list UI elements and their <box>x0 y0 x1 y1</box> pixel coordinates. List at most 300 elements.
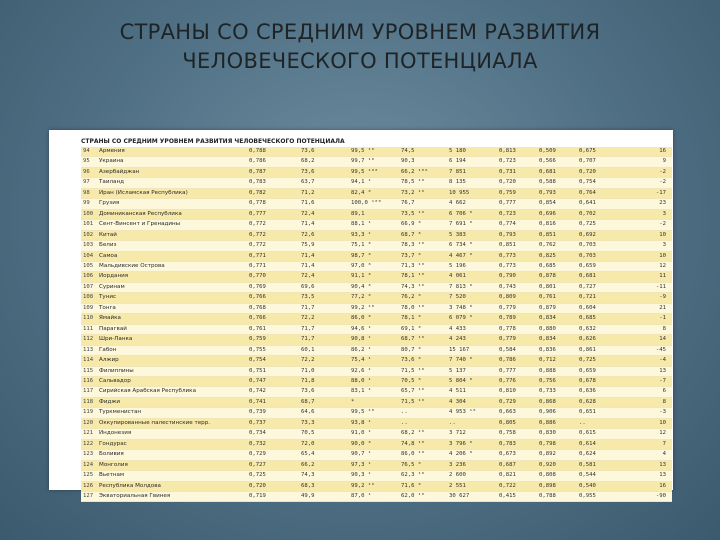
cell-rank: 94 <box>81 147 97 157</box>
table-row <box>81 450 672 460</box>
cell-literacy: 99,2 ¹⁰ <box>349 481 399 491</box>
cell-hdi: 0,770 <box>247 272 299 282</box>
cell-diff: -45 <box>617 345 672 355</box>
cell-hdi: 0,771 <box>247 261 299 271</box>
cell-literacy: 94,1 ¹ <box>349 178 399 188</box>
cell-literacy: 82,4 ⁸ <box>349 188 399 198</box>
cell-diff: 7 <box>617 439 672 449</box>
cell-life: 70,5 <box>299 429 349 439</box>
cell-diff: 14 <box>617 335 672 345</box>
table-row <box>81 157 672 167</box>
cell-country: Сент-Винсент и Гренадины <box>97 220 247 230</box>
cell-rank: 118 <box>81 397 97 407</box>
cell-life-index: 0,723 <box>497 209 537 219</box>
cell-literacy: * <box>349 397 399 407</box>
cell-rank: 109 <box>81 303 97 313</box>
table-row <box>81 376 672 386</box>
cell-hdi: 0,772 <box>247 241 299 251</box>
cell-hdi: 0,729 <box>247 450 299 460</box>
cell-life-index: 0,773 <box>497 261 537 271</box>
cell-edu-index: 0,920 <box>537 460 577 470</box>
cell-gdp: 4 243 <box>447 335 497 345</box>
cell-enrollment: 78,0 ¹⁰ <box>399 303 447 313</box>
cell-life-index: 0,777 <box>497 366 537 376</box>
cell-diff: 23 <box>617 199 672 209</box>
cell-country: Филиппины <box>97 366 247 376</box>
table-row <box>81 471 672 481</box>
cell-life-index: 0,773 <box>497 251 537 261</box>
table-row <box>81 209 672 219</box>
cell-gdp: 6 079 ⁸ <box>447 314 497 324</box>
cell-hdi: 0,739 <box>247 408 299 418</box>
cell-edu-index: 0,892 <box>537 450 577 460</box>
cell-life-index: 0,663 <box>497 408 537 418</box>
cell-enrollment: 76,5 ⁸ <box>399 460 447 470</box>
table-row <box>81 199 672 209</box>
cell-diff: -7 <box>617 376 672 386</box>
cell-life: 73,3 <box>299 418 349 428</box>
cell-rank: 113 <box>81 345 97 355</box>
cell-gdp: 5 383 <box>447 230 497 240</box>
cell-country: Азербайджан <box>97 167 247 177</box>
cell-edu-index: 0,854 <box>537 199 577 209</box>
cell-diff: 10 <box>617 230 672 240</box>
table-row <box>81 408 672 418</box>
table-row <box>81 418 672 428</box>
cell-enrollment: 73,5 ¹⁰ <box>399 209 447 219</box>
cell-country: Мальдивские Острова <box>97 261 247 271</box>
cell-enrollment: 73,7 ⁸ <box>399 251 447 261</box>
cell-life-index: 0,809 <box>497 293 537 303</box>
cell-country: Сирийская Арабская Республика <box>97 387 247 397</box>
cell-rank: 125 <box>81 471 97 481</box>
cell-gdp: 15 167 <box>447 345 497 355</box>
cell-diff: -90 <box>617 491 672 501</box>
cell-diff: 8 <box>617 397 672 407</box>
cell-life: 49,9 <box>299 491 349 501</box>
cell-diff: 8 <box>617 324 672 334</box>
cell-diff: 10 <box>617 251 672 261</box>
cell-diff: 4 <box>617 450 672 460</box>
cell-enrollment: 80,7 ⁸ <box>399 345 447 355</box>
cell-hdi: 0,778 <box>247 199 299 209</box>
cell-enrollment: 71,5 ¹⁰ <box>399 366 447 376</box>
cell-literacy: 75,1 ⁸ <box>349 241 399 251</box>
cell-rank: 117 <box>81 387 97 397</box>
cell-life-index: 0,731 <box>497 167 537 177</box>
cell-literacy: 90,7 ¹ <box>349 450 399 460</box>
cell-life: 71,6 <box>299 199 349 209</box>
cell-rank: 112 <box>81 335 97 345</box>
cell-gdp-index: 0,681 <box>577 272 617 282</box>
cell-rank: 114 <box>81 356 97 366</box>
cell-rank: 126 <box>81 481 97 491</box>
cell-edu-index: 0,761 <box>537 293 577 303</box>
cell-gdp: 4 304 <box>447 397 497 407</box>
cell-life: 71,0 <box>299 366 349 376</box>
cell-gdp: 4 662 <box>447 199 497 209</box>
cell-gdp: 4 206 ⁸ <box>447 450 497 460</box>
cell-rank: 98 <box>81 188 97 198</box>
cell-enrollment: 66,2 ¹⁰⁰ <box>399 167 447 177</box>
cell-enrollment: 76,7 <box>399 199 447 209</box>
table-row <box>81 335 672 345</box>
cell-gdp: 5 180 <box>447 147 497 157</box>
cell-enrollment: 66,9 ⁸ <box>399 220 447 230</box>
cell-edu-index: 0,880 <box>537 324 577 334</box>
cell-literacy: 93,3 ¹ <box>349 230 399 240</box>
cell-gdp: 8 135 <box>447 178 497 188</box>
cell-literacy: 87,0 ¹ <box>349 491 399 501</box>
cell-hdi: 0,727 <box>247 460 299 470</box>
cell-enrollment: 74,5 <box>399 147 447 157</box>
cell-gdp: 7 851 <box>447 167 497 177</box>
cell-hdi: 0,788 <box>247 147 299 157</box>
cell-literacy: 100,0 ¹⁰⁰ <box>349 199 399 209</box>
cell-enrollment: 62,3 ¹⁰ <box>399 471 447 481</box>
cell-rank: 102 <box>81 230 97 240</box>
table-row <box>81 314 672 324</box>
cell-edu-index: 0,733 <box>537 387 577 397</box>
cell-rank: 120 <box>81 418 97 428</box>
cell-life: 71,4 <box>299 261 349 271</box>
cell-gdp-index: 0,632 <box>577 324 617 334</box>
cell-gdp: 3 712 <box>447 429 497 439</box>
cell-life-index: 0,851 <box>497 241 537 251</box>
cell-rank: 104 <box>81 251 97 261</box>
cell-gdp-index: 0,692 <box>577 230 617 240</box>
cell-gdp: 5 804 ⁸ <box>447 376 497 386</box>
cell-rank: 119 <box>81 408 97 418</box>
cell-country: Тунис <box>97 293 247 303</box>
cell-literacy: 75,4 ¹ <box>349 356 399 366</box>
cell-life: 64,6 <box>299 408 349 418</box>
cell-diff: 3 <box>617 241 672 251</box>
cell-country: Экваториальная Гвинея <box>97 491 247 501</box>
cell-country: Габон <box>97 345 247 355</box>
cell-enrollment: 74,8 ¹⁰ <box>399 439 447 449</box>
cell-country: Боливия <box>97 450 247 460</box>
cell-gdp: 3 236 <box>447 460 497 470</box>
cell-diff: 10 <box>617 418 672 428</box>
cell-diff: 16 <box>617 147 672 157</box>
cell-gdp-index: 0,604 <box>577 303 617 313</box>
cell-life: 68,3 <box>299 481 349 491</box>
cell-literacy: 99,5 ¹⁰ <box>349 408 399 418</box>
cell-rank: 101 <box>81 220 97 230</box>
cell-edu-index: 0,888 <box>537 366 577 376</box>
cell-life-index: 0,723 <box>497 157 537 167</box>
cell-enrollment: 70,5 ⁸ <box>399 376 447 386</box>
cell-gdp-index: 0,581 <box>577 460 617 470</box>
cell-country: Самоа <box>97 251 247 261</box>
cell-rank: 103 <box>81 241 97 251</box>
table-row <box>81 460 672 470</box>
table-caption: СТРАНЫ СО СРЕДНИМ УРОВНЕМ РАЗВИТИЯ ЧЕЛОВЕЧЕСКОГО ПОТЕНЦИАЛА <box>81 138 345 145</box>
cell-country: Туркменистан <box>97 408 247 418</box>
cell-life-index: 0,783 <box>497 439 537 449</box>
cell-diff: -2 <box>617 220 672 230</box>
cell-diff: 11 <box>617 272 672 282</box>
cell-country: Армения <box>97 147 247 157</box>
cell-enrollment: 76,2 ⁸ <box>399 293 447 303</box>
cell-gdp-index: 0,725 <box>577 356 617 366</box>
cell-gdp-index: 0,624 <box>577 450 617 460</box>
cell-life-index: 0,779 <box>497 335 537 345</box>
cell-edu-index: 0,906 <box>537 408 577 418</box>
cell-life: 72,2 <box>299 356 349 366</box>
cell-edu-index: 0,816 <box>537 220 577 230</box>
cell-life: 71,2 <box>299 188 349 198</box>
cell-life-index: 0,790 <box>497 272 537 282</box>
cell-gdp: 5 137 <box>447 366 497 376</box>
cell-literacy: 88,1 ¹ <box>349 220 399 230</box>
cell-enrollment: 74,3 ¹⁰ <box>399 282 447 292</box>
cell-life-index: 0,720 <box>497 178 537 188</box>
cell-literacy: 99,2 ¹⁰ <box>349 303 399 313</box>
table-row <box>81 178 672 188</box>
cell-life: 71,4 <box>299 220 349 230</box>
table-row <box>81 241 672 251</box>
table-row <box>81 481 672 491</box>
cell-gdp: 4 061 <box>447 272 497 282</box>
cell-edu-index: 0,793 <box>537 188 577 198</box>
cell-edu-index: 0,834 <box>537 335 577 345</box>
cell-gdp-index: 0,685 <box>577 314 617 324</box>
table-row <box>81 366 672 376</box>
cell-literacy: 90,4 ⁸ <box>349 282 399 292</box>
cell-gdp-index: .. <box>577 418 617 428</box>
cell-enrollment: .. <box>399 418 447 428</box>
cell-rank: 97 <box>81 178 97 188</box>
table-row <box>81 293 672 303</box>
cell-enrollment: 71,6 ⁸ <box>399 481 447 491</box>
cell-gdp-index: 0,707 <box>577 157 617 167</box>
cell-gdp-index: 0,626 <box>577 335 617 345</box>
cell-gdp-index: 0,544 <box>577 471 617 481</box>
cell-gdp-index: 0,702 <box>577 209 617 219</box>
table-row <box>81 345 672 355</box>
cell-enrollment: 68,7 ¹⁰ <box>399 335 447 345</box>
cell-enrollment: 78,1 ⁸ <box>399 314 447 324</box>
cell-rank: 116 <box>81 376 97 386</box>
cell-edu-index: 0,808 <box>537 471 577 481</box>
cell-enrollment: 68,2 ¹⁰ <box>399 429 447 439</box>
cell-hdi: 0,742 <box>247 387 299 397</box>
cell-hdi: 0,719 <box>247 491 299 501</box>
cell-hdi: 0,768 <box>247 303 299 313</box>
cell-literacy: 83,1 ¹ <box>349 387 399 397</box>
cell-gdp: 4 433 <box>447 324 497 334</box>
slide-title-line2: ЧЕЛОВЕЧЕСКОГО ПОТЕНЦИАЛА <box>182 49 538 73</box>
cell-edu-index: 0,830 <box>537 429 577 439</box>
table-row <box>81 220 672 230</box>
cell-country: Алжир <box>97 356 247 366</box>
cell-gdp: 10 955 <box>447 188 497 198</box>
cell-literacy: 97,3 ¹ <box>349 460 399 470</box>
table-row <box>81 272 672 282</box>
table-body <box>81 147 672 502</box>
cell-life: 72,4 <box>299 272 349 282</box>
cell-life: 71,7 <box>299 335 349 345</box>
cell-enrollment: 78,1 ¹⁰ <box>399 272 447 282</box>
cell-diff: 3 <box>617 209 672 219</box>
cell-life-index: 0,779 <box>497 303 537 313</box>
cell-gdp-index: 0,754 <box>577 178 617 188</box>
table-row <box>81 303 672 313</box>
cell-rank: 110 <box>81 314 97 324</box>
cell-edu-index: 0,878 <box>537 272 577 282</box>
cell-country: Украина <box>97 157 247 167</box>
table-row <box>81 147 672 157</box>
cell-life: 74,3 <box>299 471 349 481</box>
cell-rank: 127 <box>81 491 97 501</box>
cell-life-index: 0,789 <box>497 314 537 324</box>
cell-life: 71,7 <box>299 303 349 313</box>
cell-gdp-index: 0,641 <box>577 199 617 209</box>
cell-literacy: 86,2 ¹ <box>349 345 399 355</box>
cell-diff: -17 <box>617 188 672 198</box>
cell-gdp: 6 706 ⁸ <box>447 209 497 219</box>
cell-gdp-index: 0,540 <box>577 481 617 491</box>
cell-life-index: 0,758 <box>497 429 537 439</box>
table-row <box>81 397 672 407</box>
cell-hdi: 0,755 <box>247 345 299 355</box>
cell-diff: 13 <box>617 471 672 481</box>
cell-rank: 100 <box>81 209 97 219</box>
cell-life-index: 0,722 <box>497 481 537 491</box>
cell-edu-index: 0,696 <box>537 209 577 219</box>
cell-edu-index: 0,762 <box>537 241 577 251</box>
cell-hdi: 0,725 <box>247 471 299 481</box>
cell-gdp-index: 0,725 <box>577 220 617 230</box>
cell-gdp: 7 813 ⁸ <box>447 282 497 292</box>
cell-edu-index: 0,868 <box>537 397 577 407</box>
table-panel <box>49 130 673 499</box>
cell-gdp: 7 740 ⁸ <box>447 356 497 366</box>
cell-literacy: 99,5 ¹⁰ <box>349 147 399 157</box>
cell-country: Парагвай <box>97 324 247 334</box>
cell-edu-index: 0,685 <box>537 261 577 271</box>
cell-diff: 16 <box>617 481 672 491</box>
slide-title-line1: СТРАНЫ СО СРЕДНИМ УРОВНЕМ РАЗВИТИЯ <box>119 20 601 44</box>
cell-literacy: 90,3 ¹ <box>349 471 399 481</box>
cell-literacy: 97,0 ⁸ <box>349 261 399 271</box>
cell-gdp-index: 0,703 <box>577 251 617 261</box>
cell-enrollment: 71,5 ¹⁰ <box>399 397 447 407</box>
cell-edu-index: 0,898 <box>537 481 577 491</box>
table-row <box>81 251 672 261</box>
cell-life: 73,6 <box>299 387 349 397</box>
cell-rank: 107 <box>81 282 97 292</box>
cell-edu-index: 0,825 <box>537 251 577 261</box>
slide-title <box>40 18 680 76</box>
cell-country: Тонга <box>97 303 247 313</box>
cell-gdp-index: 0,659 <box>577 366 617 376</box>
cell-literacy: 91,1 ⁸ <box>349 272 399 282</box>
cell-life: 69,6 <box>299 282 349 292</box>
cell-rank: 124 <box>81 460 97 470</box>
cell-life-index: 0,778 <box>497 324 537 334</box>
cell-edu-index: 0,879 <box>537 303 577 313</box>
cell-gdp: 4 467 ⁸ <box>447 251 497 261</box>
cell-hdi: 0,737 <box>247 418 299 428</box>
table-row <box>81 282 672 292</box>
cell-life-index: 0,813 <box>497 147 537 157</box>
cell-rank: 95 <box>81 157 97 167</box>
cell-edu-index: 0,798 <box>537 439 577 449</box>
cell-hdi: 0,759 <box>247 335 299 345</box>
cell-life: 72,2 <box>299 314 349 324</box>
cell-enrollment: 90,3 <box>399 157 447 167</box>
table-row <box>81 439 672 449</box>
cell-diff: 12 <box>617 261 672 271</box>
cell-diff: 12 <box>617 429 672 439</box>
cell-country: Иордания <box>97 272 247 282</box>
cell-literacy: 77,2 ⁸ <box>349 293 399 303</box>
cell-literacy: 90,8 ¹ <box>349 335 399 345</box>
cell-country: Республика Молдова <box>97 481 247 491</box>
cell-literacy: 88,0 ¹ <box>349 376 399 386</box>
cell-gdp: .. <box>447 418 497 428</box>
table-row <box>81 324 672 334</box>
cell-rank: 108 <box>81 293 97 303</box>
cell-country: Индонезия <box>97 429 247 439</box>
cell-life: 72,6 <box>299 230 349 240</box>
cell-country: Иран (Исламская Республика) <box>97 188 247 198</box>
cell-life: 63,7 <box>299 178 349 188</box>
cell-life-index: 0,415 <box>497 491 537 501</box>
cell-gdp: 7 520 <box>447 293 497 303</box>
cell-enrollment: 78,5 ¹⁰ <box>399 178 447 188</box>
cell-life-index: 0,777 <box>497 199 537 209</box>
cell-life-index: 0,673 <box>497 450 537 460</box>
cell-rank: 96 <box>81 167 97 177</box>
cell-hdi: 0,783 <box>247 178 299 188</box>
cell-life-index: 0,821 <box>497 471 537 481</box>
cell-hdi: 0,720 <box>247 481 299 491</box>
cell-edu-index: 0,756 <box>537 376 577 386</box>
cell-life: 72,0 <box>299 439 349 449</box>
cell-hdi: 0,772 <box>247 230 299 240</box>
cell-diff: -11 <box>617 282 672 292</box>
table-row <box>81 261 672 271</box>
cell-life: 68,2 <box>299 157 349 167</box>
cell-gdp-index: 0,861 <box>577 345 617 355</box>
cell-country: Суринам <box>97 282 247 292</box>
cell-gdp: 7 691 ⁸ <box>447 220 497 230</box>
cell-enrollment: 69,1 ⁸ <box>399 324 447 334</box>
cell-gdp: 4 953 ¹⁰ <box>447 408 497 418</box>
cell-diff: -3 <box>617 408 672 418</box>
cell-edu-index: 0,712 <box>537 356 577 366</box>
cell-gdp: 30 627 <box>447 491 497 501</box>
cell-hdi: 0,766 <box>247 314 299 324</box>
table-row <box>81 230 672 240</box>
cell-life: 73,6 <box>299 147 349 157</box>
cell-life-index: 0,810 <box>497 387 537 397</box>
cell-diff: -9 <box>617 293 672 303</box>
cell-life-index: 0,774 <box>497 220 537 230</box>
cell-literacy: 93,8 ¹ <box>349 418 399 428</box>
cell-enrollment: 78,3 ¹⁰ <box>399 241 447 251</box>
cell-life: 71,8 <box>299 376 349 386</box>
cell-rank: 105 <box>81 261 97 271</box>
cell-diff: 21 <box>617 303 672 313</box>
cell-life: 72,4 <box>299 209 349 219</box>
cell-gdp-index: 0,659 <box>577 261 617 271</box>
cell-literacy: 94,6 ¹ <box>349 324 399 334</box>
